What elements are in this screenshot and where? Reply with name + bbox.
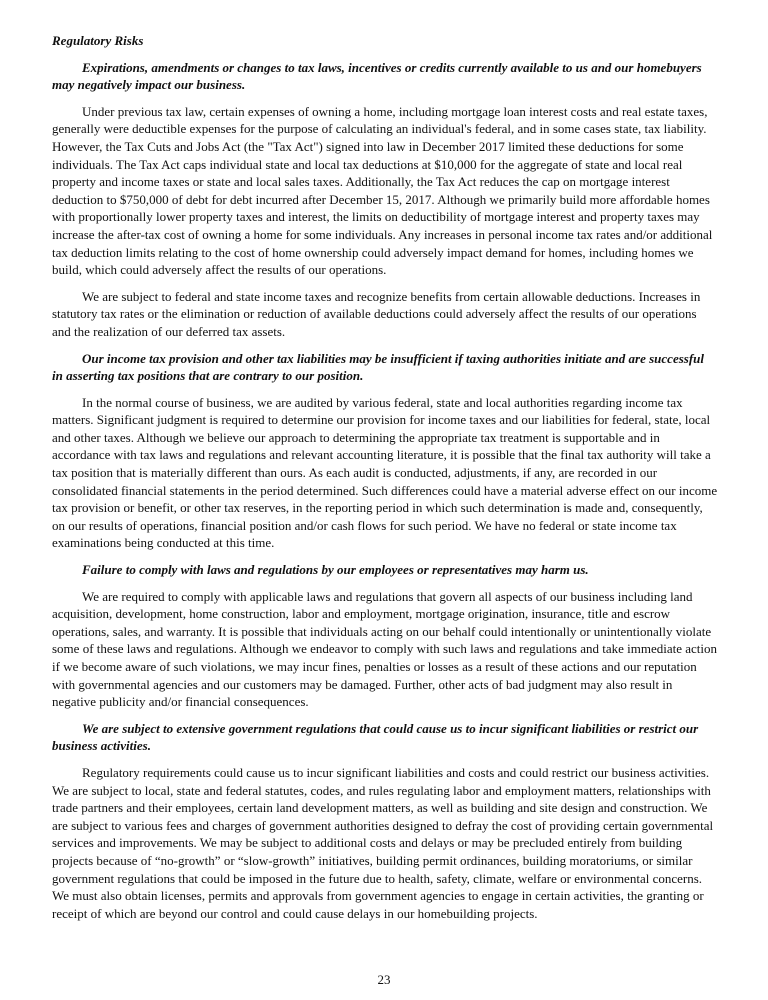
risk-heading-government-regulations: We are subject to extensive government regulations that could cause us to incur significant liabilities or restrict our business activities.: [52, 720, 699, 754]
section-title: Regulatory Risks: [52, 33, 144, 48]
paragraph-regulatory-requirements: Regulatory requirements could cause us to incur significant liabilities and costs and could restrict our business activities. We are subject to local, state and federal statutes, codes, and rules regulating labor and employment matters, relationships with trade partners and their employees, certain land development matters, as well as building and site design and construction. We are subject to various fees and charges of government authorities designed to defray the cost of providing certain governmental services and improvements. We may be subject to additional costs and delays or may be precluded entirely from building projects because of “no-growth” or “slow-growth” initiatives, building permit ordinances, building moratoriums, or similar government regulations that could be imposed in the future due to health, safety, climate, welfare or environmental concerns. We must also obtain licenses, permits and approvals from government agencies to engage in certain activities, the granting or receipt of which are beyond our control and could cause delays in our homebuilding projects.: [52, 764, 714, 921]
paragraph-compliance: We are required to comply with applicable laws and regulations that govern all aspects of our business including land acquisition, development, home construction, labor and employment, mortgage origination, insurance, title and escrow operations, sales, and warranty. It is possible that individuals acting on our behalf could intentionally or unintentionally violate some of these laws and regulations. Although we endeavor to comply with such laws and regulations and take immediate action if we become aware of such violations, we may incur fines, penalties or losses as a result of these actions and our reputation with governmental agencies and our customers may be damaged. Further, other acts of bad judgment may also result in negative publicity and/or financial consequences.: [52, 588, 717, 710]
risk-heading-tax-provision: Our income tax provision and other tax liabilities may be insufficient if taxing authorities initiate and are successful in asserting tax positions that are contrary to our position.: [52, 350, 705, 384]
paragraph-audits: In the normal course of business, we are audited by various federal, state and local authorities regarding income tax matters. Significant judgment is required to determine our provision for income taxes and our liabilities for federal, state, local and other taxes. Although we believe our approach to determining the appropriate tax treatment is supportable and in accordance with tax laws and regulations and relevant accounting literature, it is possible that the final tax authority will take a tax position that is materially different than ours. As each audit is conducted, adjustments, if any, are recorded in our consolidated financial statements in the period determined. Such differences could have a material adverse effect on our income tax provision or benefit, or other tax reserves, in the reporting period in which such determination is made and, consequently, on our results of operations, financial position and/or cash flows for such period. We have no federal or state income tax examinations being conducted at this time.: [52, 394, 718, 551]
risk-heading-compliance: Failure to comply with laws and regulations by our employees or representatives may harm us.: [82, 562, 589, 578]
paragraph-income-taxes: We are subject to federal and state income taxes and recognize benefits from certain allowable deductions. Increases in statutory tax rates or the elimination or reduction of available deductions could adversely affect the results of our operations and the realization of our deferred tax assets.: [52, 288, 701, 339]
risk-heading-tax-laws: Expirations, amendments or changes to tax laws, incentives or credits currently available to us and our homebuyers may negatively impact our business.: [52, 59, 702, 93]
document-page: [52, 32, 718, 931]
paragraph-tax-act: Under previous tax law, certain expenses of owning a home, including mortgage loan interest costs and real estate taxes, generally were deductible expenses for the purpose of calculating an individual's federal, and in some cases state, tax liability. However, the Tax Cuts and Jobs Act (the "Tax Act") signed into law in December 2017 limited these deductions for some individuals. The Tax Act caps individual state and local tax deductions at $10,000 for the aggregate of state and local real property and income taxes or state and local sales taxes. Additionally, the Tax Act reduces the cap on mortgage interest deduction to $750,000 of debt for debt incurred after December 15, 2017. Although we primarily build more affordable homes with proportionally lower property taxes and interest, the limits on deductibility of mortgage interest and property taxes may increase the after-tax cost of owning a home for some individuals. Any increases in personal income tax rates and/or additional tax deduction limits relating to the cost of home ownership could adversely impact demand for homes, including homes we build, which could adversely affect the results of our operations.: [52, 103, 713, 278]
page-number: 23: [377, 972, 391, 987]
